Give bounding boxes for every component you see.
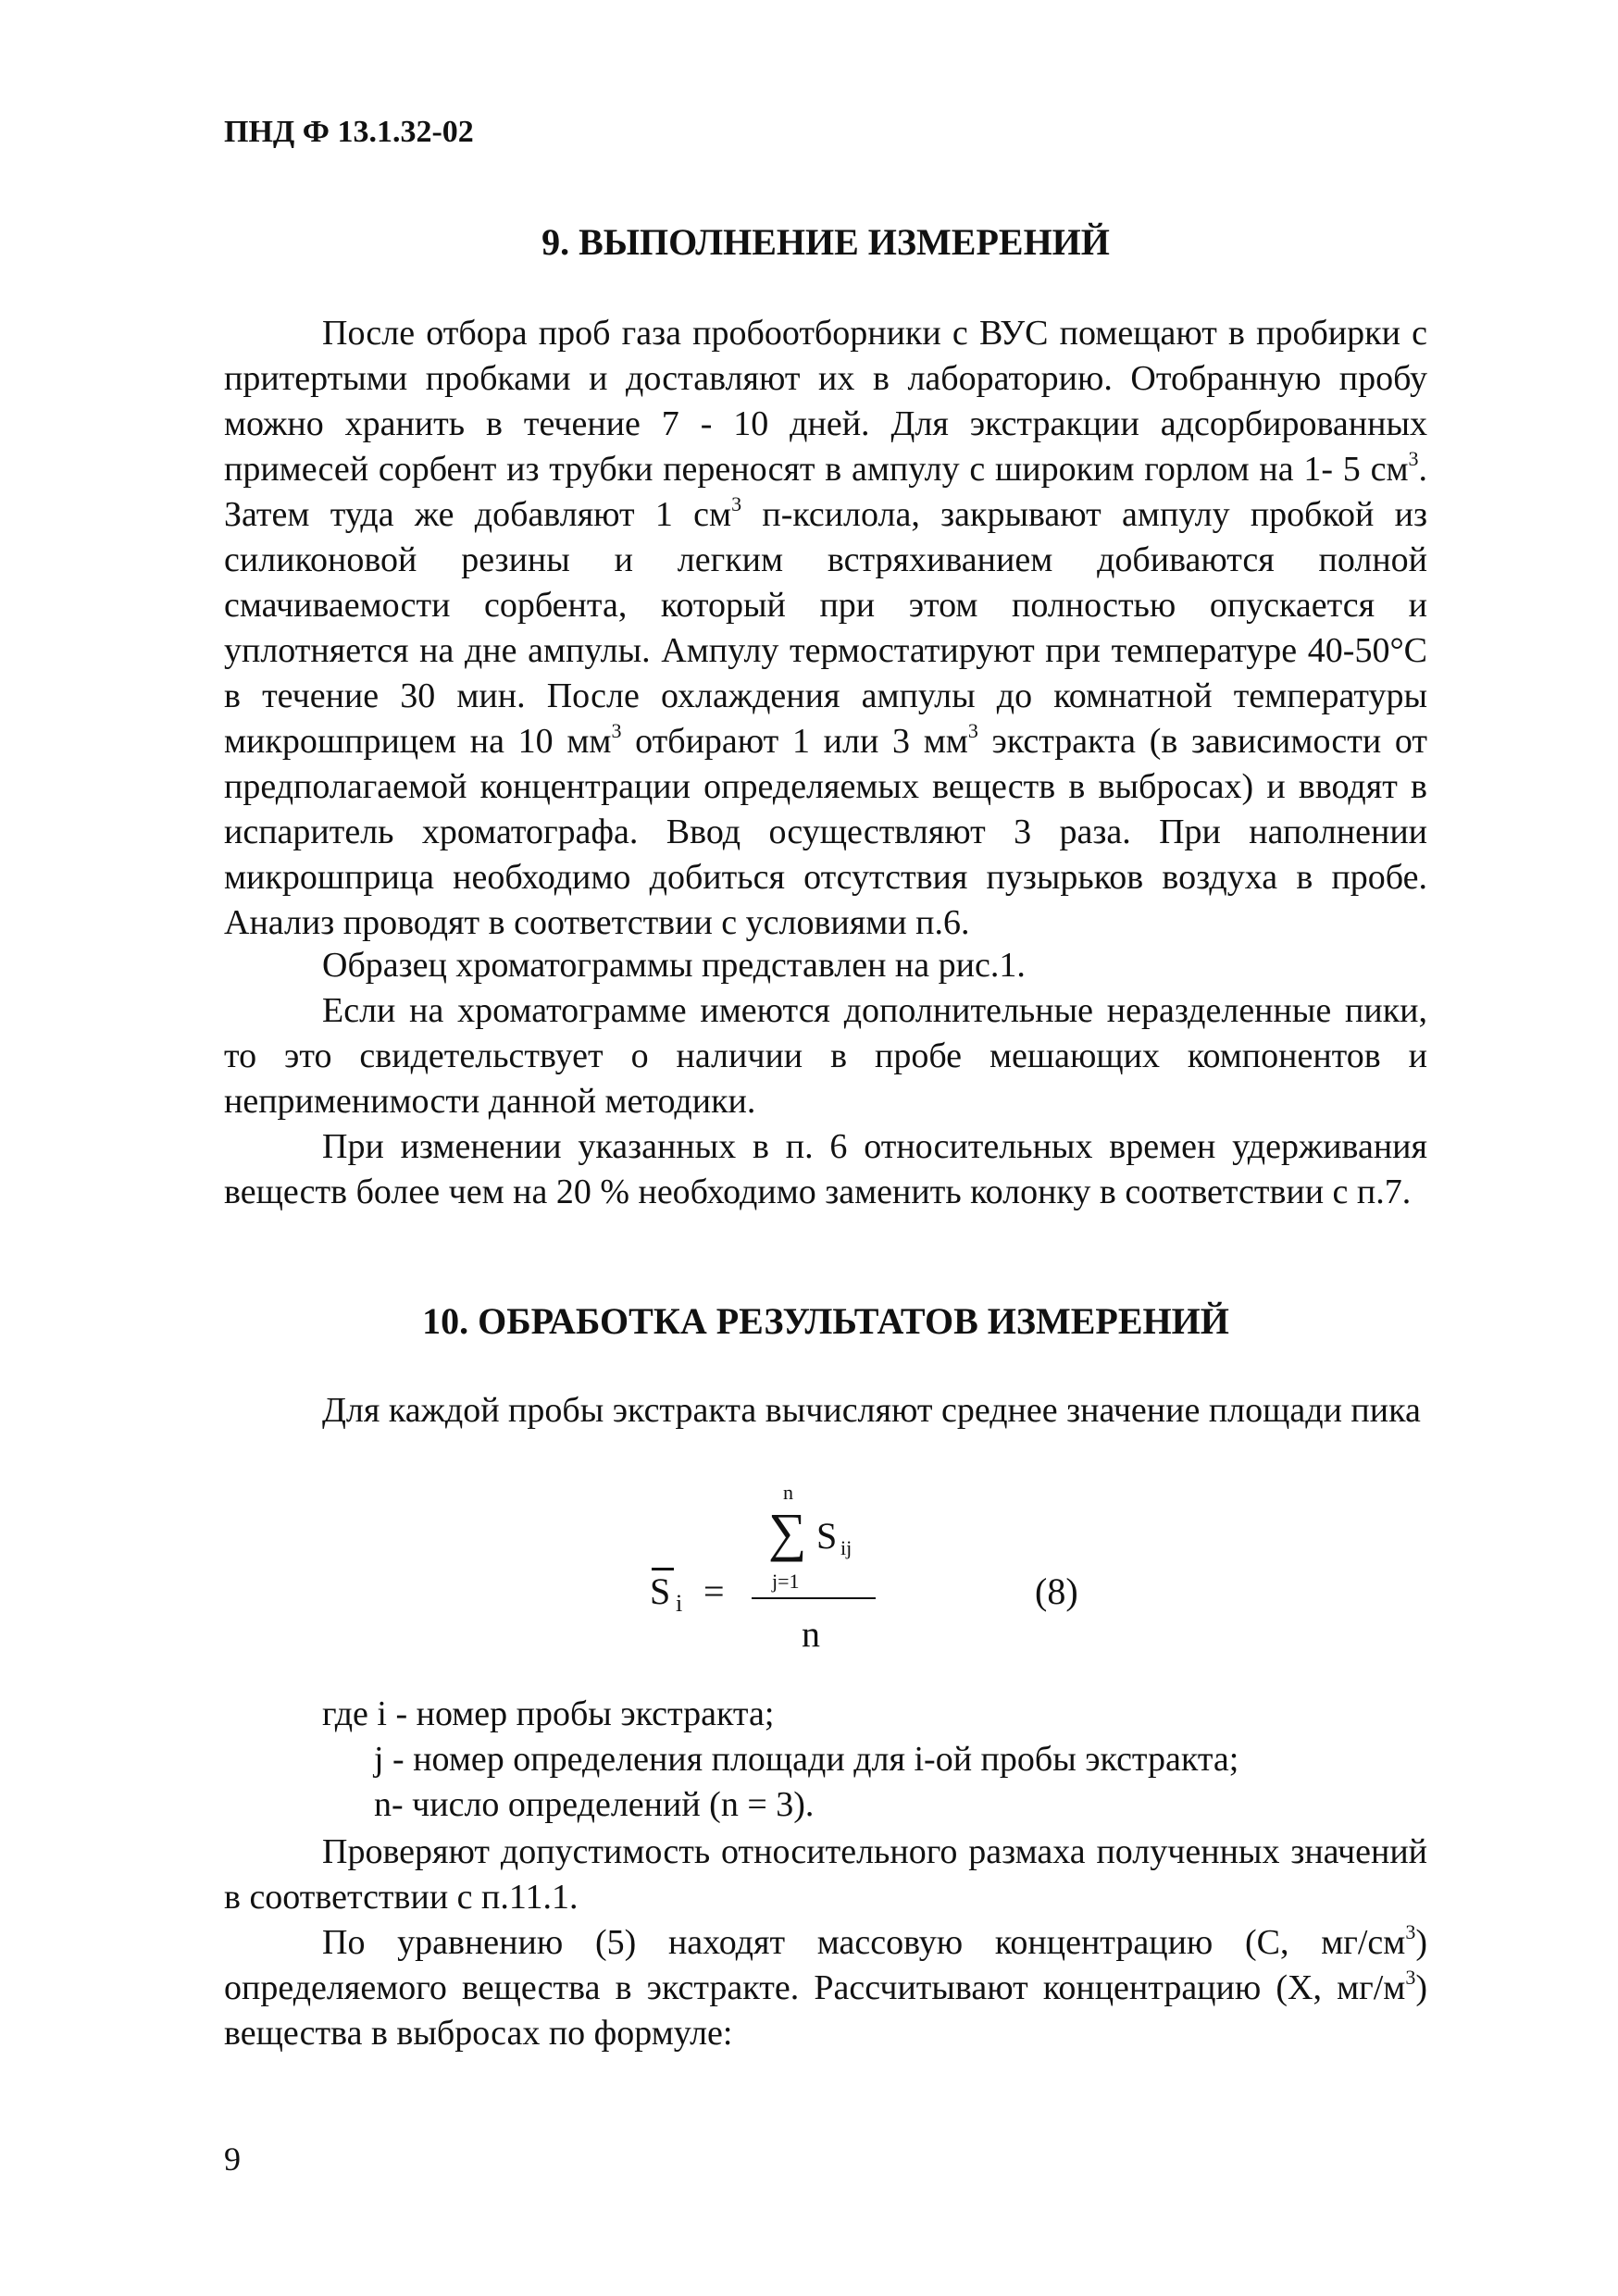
sum-lower-limit: j=1 [772,1570,800,1593]
document-code: ПНД Ф 13.1.32-02 [224,115,474,149]
formula-8 [648,1481,1166,1666]
section-10-intro: Для каждой пробы экстракта вычисляют среднее значение площади пика [322,1391,1421,1430]
text-run: ) определяемого вещества в экстракте. Рассчитывают концентрацию (Х, мг/м [224,1923,1427,2007]
section-10-title: 10. ОБРАБОТКА РЕЗУЛЬТАТОВ ИЗМЕРЕНИЙ [422,1300,1229,1342]
formula-denominator: n [802,1613,820,1655]
section-10-check-paragraph: Проверяют допустимость относительного размаха полученных значений в соответствии с п.11.1. [224,1832,1427,1917]
section-10-calc-paragraph [224,1920,1427,2056]
text-run: . Затем туда же добавляют 1 см [224,450,1427,534]
sum-sign: ∑ [768,1502,807,1562]
superscript: 3 [1405,1920,1416,1943]
superscript: 3 [1405,1966,1416,1989]
fraction-line [752,1597,876,1599]
superscript: 3 [611,719,622,742]
where-line-2: j - номер определения площади для i-ой пробы экстракта; [374,1740,1239,1779]
text-run: отбирают 1 или 3 мм [621,722,968,761]
section-9-paragraph-2: Образец хроматограммы представлен на рис.1. [322,946,1026,985]
sum-term-subscript: ij [840,1536,853,1559]
superscript: 3 [731,492,742,515]
text-run: экстракта (в зависимости от предполагаемой концентрации определяемых веществ в выбросах) и вводят в испаритель хроматографа. Ввод осуществляют 3 раза. При наполнении микрошприца необходимо добиться отсутствия пузырьков воздуха в пробе. Анализ проводят в соответствии с условиями п.6. [224,722,1428,942]
sum-term: S [816,1515,838,1557]
formula-lhs-subscript: i [676,1590,683,1617]
section-9-title: 9. ВЫПОЛНЕНИЕ ИЗМЕРЕНИЙ [541,221,1110,263]
text-run: После отбора проб газа пробоотборники с ВУС помещают в пробирки с притертыми пробками и доставляют их в лабораторию. Отобранную пробу можно хранить в течение 7 - 10 дней. Для экстракции адсорбированных примесей сорбент из трубки переносят в ампулу с широким горлом на 1- 5 см [224,314,1427,489]
sum-upper-limit: n [783,1481,793,1504]
formula-lhs: S [650,1570,671,1612]
section-9-paragraph-1 [224,311,1427,946]
text-run: ) вещества в выбросах по формуле: [224,1968,1427,2053]
where-line-3: n- число определений (n = 3). [374,1785,815,1824]
text-run: По уравнению (5) находят массовую концентрацию (С, мг/см [322,1923,1406,1962]
formula-equals: = [703,1570,725,1612]
section-9-paragraph-4: При изменении указанных в п. 6 относительных времен удерживания веществ более чем на 20 % необходимо заменить колонку в соответствии с п.7. [224,1127,1427,1211]
where-line-1: где i - номер пробы экстракта; [322,1694,775,1733]
page-number: 9 [224,2141,241,2178]
section-9-paragraph-3: Если на хроматограмме имеются дополнительные неразделенные пики, то это свидетельствует о наличии в пробе мешающих компонентов и неприменимости данной методики. [224,991,1427,1121]
superscript: 3 [1408,447,1419,470]
superscript: 3 [967,719,978,742]
text-run: п-ксилола, закрывают ампулу пробкой из силиконовой резины и легким встряхиванием добиваются полной смачиваемости сорбента, который при этом полностью опускается и уплотняется на дне ампулы. Ампулу термостатируют при температуре 40-50°С в течение 30 мин. После охлаждения ампулы до комнатной температуры микрошприцем на 10 мм [224,495,1427,761]
formula-number: (8) [1035,1570,1078,1612]
